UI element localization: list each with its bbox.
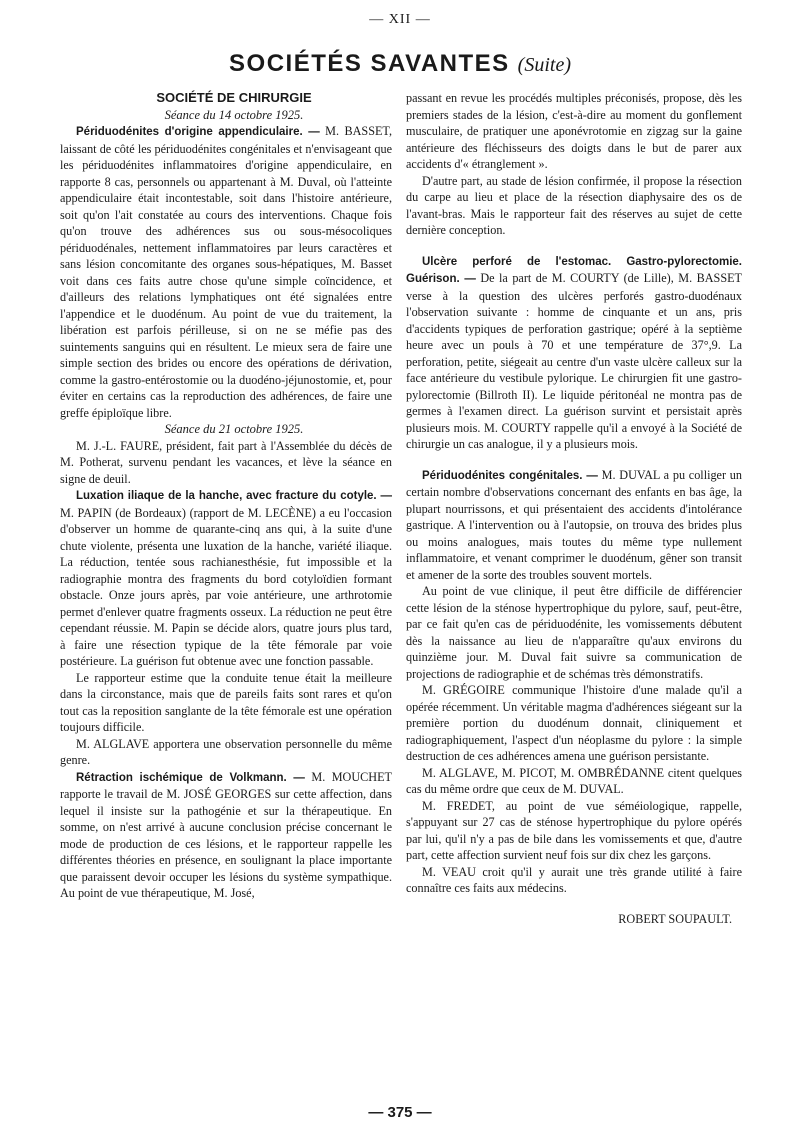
- article-ulcere-perfore: [406, 253, 742, 453]
- rubric-heading: Luxation iliaque de la hanche, avec fracture du cotyle. —: [76, 490, 392, 502]
- article-text: M. BASSET, laissant de côté les périduodénites congénitales et n'envisageant que les périduodénites inflammatoires d'origine appendiculaire, en rapporte 8 cas, personnels ou appartenant à M. Duval, où l'atteinte appendiculaire était incontestable, soit dans l'histoire antérieure, soit qu'on l'ait constatée au cours des interventions. Chaque fois qu'on trouve des adhérences sus ou sous-mésocoliques périduodénales, nettement inflammatoires par leurs caractères et sans lésion concomitante des organes sous-hépatiques, M. Basset voit dans ces faits autre chose qu'une simple coïncidence, et d'ailleurs des relations lymphatiques ont été signalées entre l'appendice et le duodénum. Au point de vue du traitement, la libération est parfois périlleuse, si on ne se méfie pas des suintements sanguins qui en résultent. Le mieux sera de faire une simple section des brides ou encore des opérations de dérivation, comme la gastro-entérostomie ou la duodéno-jéjunostomie, et, pour éviter en certains cas la reproduction des adhérences, de faire une greffe épiploïque libre.: [60, 124, 393, 420]
- rubric-heading: Rétraction ischémique de Volkmann. —: [76, 771, 305, 784]
- left-column: [60, 90, 392, 902]
- article-text: M. DUVAL a pu colliger un certain nombre d'observations concernant des enfants en bas âge, la plupart nourrissons, et qui présentaient des accidents d'intolérance gastrique. A l'intervention ou à l'autopsie, on trouva des brides plus ou moins analogues, mais toutes du même type nullement inflammatoire, et venant comprimer le duodénum, gêner son transit et amener de la sorte des troubles souvent mortels.: [406, 467, 742, 582]
- page-number: — 375 —: [368, 1104, 432, 1121]
- article-periduodenites-appendiculaire: [60, 123, 392, 421]
- article-text: De la part de M. COURTY (de Lille), M. BASSET verse à la question des ulcères perforés gastro-duodénaux l'observation suivante : homme de cinquante et un ans, pris d'accidents typiques de perforation gastrique; opéré à la septième heure avec un pouls à 70 et une température de 37°,9. La perforation, petite, siégeait au centre d'un vaste ulcère calleux sur la face antérieure du vestibule pylorique. Le chirurgien fit une gastro-pylorectomie (Billroth II). Le liquide péritonéal ne montra pas de germes à l'examen direct. La guérison survint et persistait après plusieurs mois. M. COURTY rappelle qu'il a envoyé à la Société de chirurgie un cas analogue, il y a plusieurs mois.: [406, 271, 743, 451]
- paragraph-clinique: Au point de vue clinique, il peut être difficile de différencier cette lésion de la sténose hypertrophique du pylore, sauf, peut-être, par ce fait qu'en cas de périduodénite, les vomissements débutent dès la naissance au lieu de n'apparaître qu'aux environs du quinzième jour. M. Duval fait suivre sa communication de projections de radiographie et de schémas très démonstratifs.: [406, 584, 742, 681]
- page-header-marker: — XII —: [369, 12, 431, 27]
- paragraph-gregoire: M. GRÉGOIRE communique l'histoire d'une malade qu'il a opérée récemment. Un véritable magma d'adhérences siégeant sur la première portion du duodénum donnait, cliniquement et radiographiquement, l'aspect d'un néoplasme du pylore : la simple destruction de ces adhérences amena une guérison persistante.: [406, 683, 742, 763]
- page-title-main: SOCIÉTÉS SAVANTES: [229, 50, 510, 77]
- paragraph-continuation: passant en revue les procédés multiples préconisés, propose, dès les premiers stades de la lésion, c'est-à-dire au moment du gonflement musculaire, de pratiquer une aponévrotomie en zigzag sur la gaine antérieure des fléchisseurs des doigts dans le but de parer aux accidents d'« étranglement ».: [406, 91, 742, 171]
- section-title: SOCIÉTÉ DE CHIRURGIE: [156, 90, 312, 105]
- rubric-heading: Périduodénites d'origine appendiculaire. —: [76, 126, 320, 138]
- author-signature: ROBERT SOUPAULT.: [618, 911, 732, 926]
- seance-date-1: Séance du 14 octobre 1925.: [164, 107, 304, 122]
- paragraph-alglave: M. ALGLAVE apportera une observation personnelle du même genre.: [60, 736, 392, 767]
- paragraph-fredet: M. FREDET, au point de vue séméiologique, rappelle, s'appuyant sur 27 cas de sténose hypertrophique du pylore opérés par lui, qu'il n'y a pas de bile dans les vomissements et que, d'autre part, cette affection survient neuf fois sur dix chez les garçons.: [406, 798, 742, 862]
- page-title-suite: (Suite): [517, 54, 571, 76]
- seance-date-2: Séance du 21 octobre 1925.: [164, 422, 304, 436]
- paragraph-alglave-picot: M. ALGLAVE, M. PICOT, M. OMBRÉDANNE citent quelques cas du même ordre que ceux de M. DUVAL.: [406, 765, 742, 796]
- rubric-heading: Ulcère perforé de l'estomac. Gastro-pylorectomie. Guérison. —: [406, 255, 742, 285]
- paragraph-rapporteur: Le rapporteur estime que la conduite tenue était la meilleure dans la circonstance, mais que de pareils faits sont rares et qu'on tout cas la reposition sanglante de la tête fémorale est une opération toujours difficile.: [60, 670, 392, 734]
- rubric-heading: Périduodénites congénitales. —: [422, 469, 598, 482]
- right-column: [406, 90, 742, 927]
- article-text: M. MOUCHET rapporte le travail de M. JOSÉ GEORGES sur cette affection, dans lequel il insiste sur la pathogénie et sur la thérapeutique. En somme, on n'est arrivé à aucune conclusion précise concernant le mode de production de ces lésions, et le rapporteur rappelle les différentes théories en présence, en soulignant la place importante que paraissent devoir occuper les lésions du système sympathique. Au point de vue thérapeutique, M. José,: [60, 769, 392, 900]
- article-text: M. PAPIN (de Bordeaux) (rapport de M. LECÈNE) a eu l'occasion d'observer un homme de quarante-cinq ans qui, à la suite d'une chute violente, présenta une luxation de la hanche, variété iliaque. La réduction, tentée sous rachianesthésie, fut impossible et la radiographie montra des fragments du bord cotyloïdien formant obstacle. Onze jours après, par voie antérieure, une arthrotomie permet d'enlever quatre fragments osseux. La réduction ne peut être cependant réussie. M. Papin se décide alors, quatre jours plus tard, à faire une résection typique de la tête fémorale par voie postérieure. La guérison fut obtenue avec une fonction passable.: [60, 505, 392, 668]
- article-periduodenites-congenitales: [406, 467, 742, 584]
- paragraph-faure-announcement: M. J.-L. FAURE, président, fait part à l'Assemblée du décès de M. Potherat, survenu pendant les vacances, et lève la séance en signe de deuil.: [60, 438, 392, 486]
- page-title: [0, 50, 800, 78]
- paragraph-resection-carpe: D'autre part, au stade de lésion confirmée, il propose la résection du carpe au lieu et place de la résection diaphysaire des os de l'avant-bras. Mais le rapporteur fait des réserves au sujet de cette dernière conception.: [406, 173, 742, 237]
- article-retraction-volkmann: [60, 769, 392, 902]
- paragraph-veau: M. VEAU croit qu'il y aurait une très grande utilité à faire connaître ces faits aux médecins.: [406, 864, 742, 895]
- article-luxation-iliaque: [60, 487, 392, 670]
